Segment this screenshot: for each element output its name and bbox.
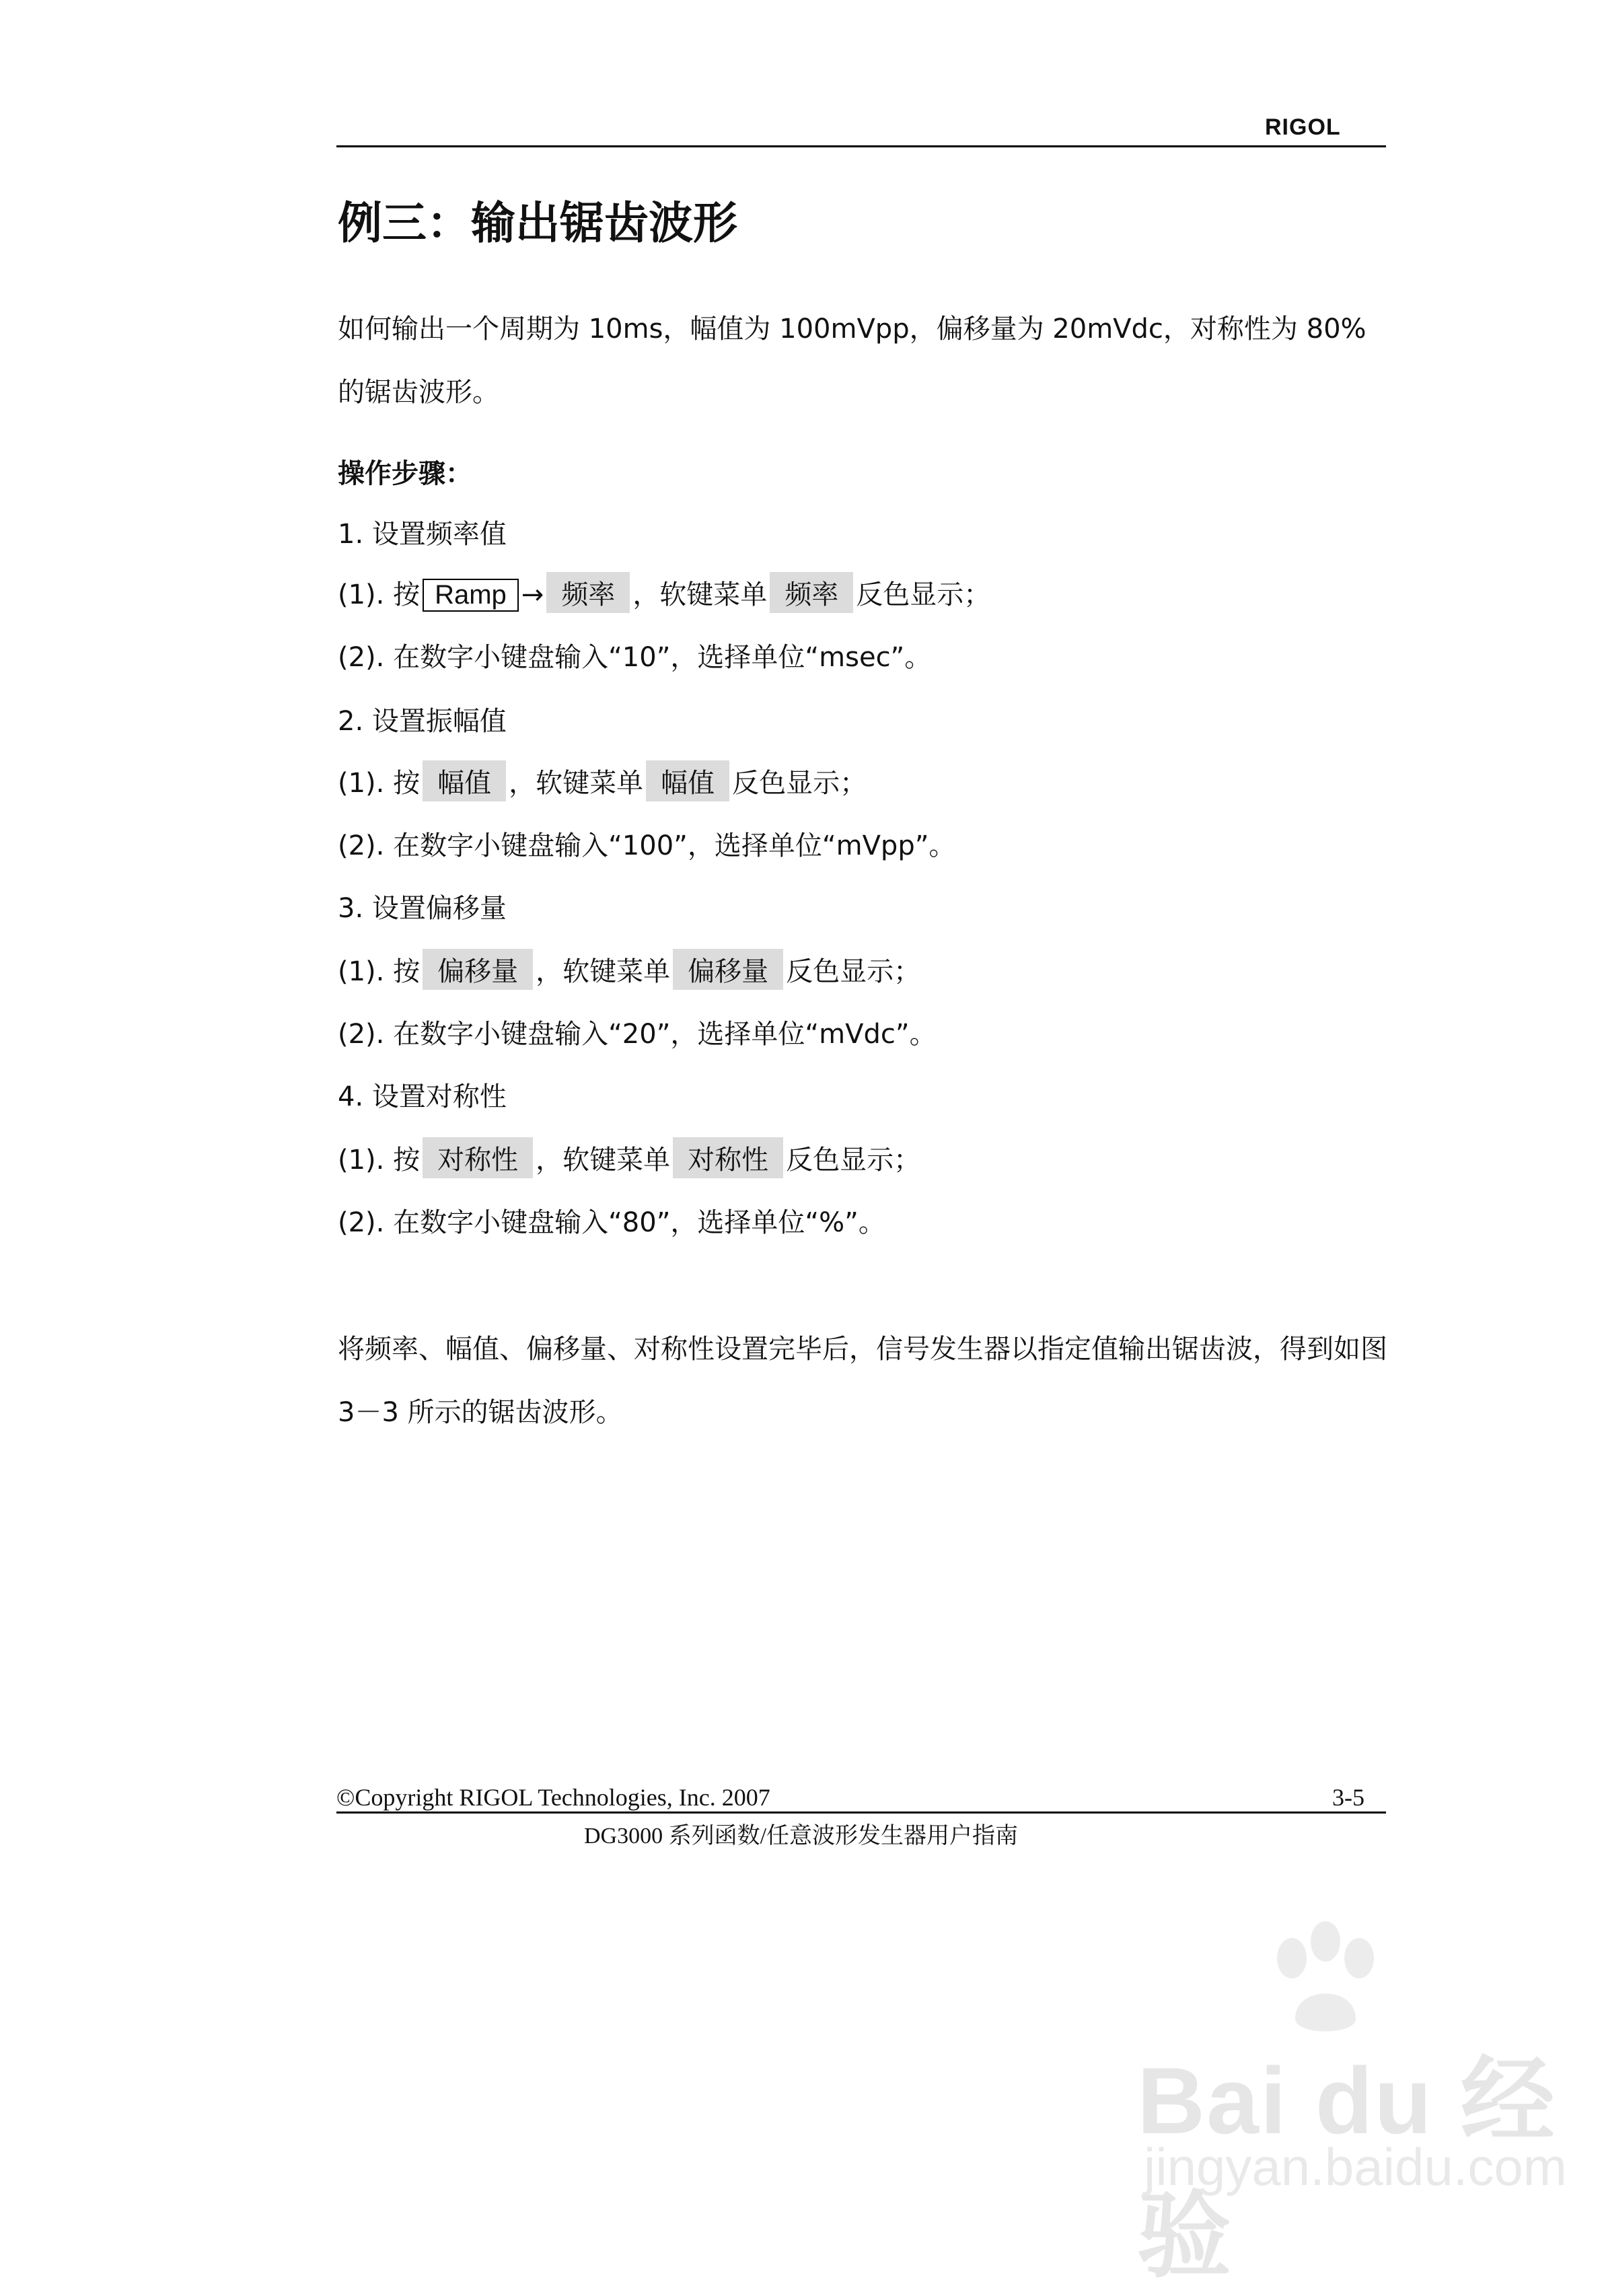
ramp-key: Ramp (423, 579, 519, 612)
step-3-sub-2: (2). 在数字小键盘输入“20”，选择单位“mVdc”。 (338, 1019, 937, 1050)
step-3-mid: ，软键菜单 (536, 956, 671, 987)
step-2-heading: 2. 设置振幅值 (338, 706, 507, 737)
arrow-icon: → (521, 579, 544, 610)
step-4-suffix: 反色显示； (786, 1145, 921, 1176)
symmetry-softkey: 对称性 (423, 1137, 533, 1178)
step-4-sub-2: (2). 在数字小键盘输入“80”，选择单位“%”。 (338, 1207, 885, 1238)
copyright-text: ©Copyright RIGOL Technologies, Inc. 2007 (336, 1784, 770, 1811)
step-2-sub-2: (2). 在数字小键盘输入“100”，选择单位“mVpp”。 (338, 830, 956, 861)
step-3-suffix: 反色显示； (786, 956, 921, 987)
step-2-sub-1 (338, 760, 867, 801)
offset-menu-item: 偏移量 (673, 949, 783, 990)
step-1-sub-1 (338, 572, 990, 613)
brand-header: RIGOL (1265, 114, 1341, 140)
step-1-prefix: (1). 按 (338, 579, 421, 610)
step-1-heading: 1. 设置频率值 (338, 519, 507, 550)
step-3-heading: 3. 设置偏移量 (338, 893, 507, 924)
step-4-prefix: (1). 按 (338, 1145, 421, 1176)
step-1-sub-2: (2). 在数字小键盘输入“10”，选择单位“msec”。 (338, 642, 932, 673)
guide-title: DG3000 系列函数/任意波形发生器用户指南 (583, 1824, 1019, 1849)
step-4-sub-1 (338, 1137, 920, 1178)
step-1-mid: ，软键菜单 (632, 579, 768, 610)
intro-paragraph: 如何输出一个周期为 10ms，幅值为 100mVpp，偏移量为 20mVdc，对称性为 80% 的锯齿波形。 (338, 314, 1367, 408)
footer-rule (336, 1811, 1386, 1814)
frequency-softkey: 频率 (546, 572, 630, 613)
step-3-sub-1 (338, 949, 920, 990)
step-3-prefix: (1). 按 (338, 956, 421, 987)
baidu-jingyan-watermark: Bai du 经验 (1137, 2048, 1556, 2289)
watermark-url: jingyan.baidu.com (1144, 2137, 1567, 2196)
step-2-mid: ，软键菜单 (509, 768, 644, 799)
step-4-mid: ，软键菜单 (536, 1145, 671, 1176)
symmetry-menu-item: 对称性 (673, 1137, 783, 1178)
step-2-prefix: (1). 按 (338, 768, 421, 799)
step-4-heading: 4. 设置对称性 (338, 1081, 507, 1112)
header-rule (336, 145, 1386, 147)
offset-softkey: 偏移量 (423, 949, 533, 990)
conclusion-paragraph: 将频率、幅值、偏移量、对称性设置完毕后，信号发生器以指定值输出锯齿波，得到如图 3－3 所示的锯齿波形。 (338, 1334, 1387, 1428)
paw-watermark-icon (1258, 1918, 1393, 2039)
page-number: 3-5 (1332, 1784, 1364, 1811)
frequency-menu-item: 频率 (770, 572, 853, 613)
amplitude-softkey: 幅值 (423, 760, 506, 801)
section-title: 例三：输出锯齿波形 (338, 197, 737, 249)
steps-heading: 操作步骤： (338, 458, 472, 489)
amplitude-menu-item: 幅值 (646, 760, 729, 801)
step-1-suffix: 反色显示； (856, 579, 991, 610)
step-2-suffix: 反色显示； (732, 768, 867, 799)
